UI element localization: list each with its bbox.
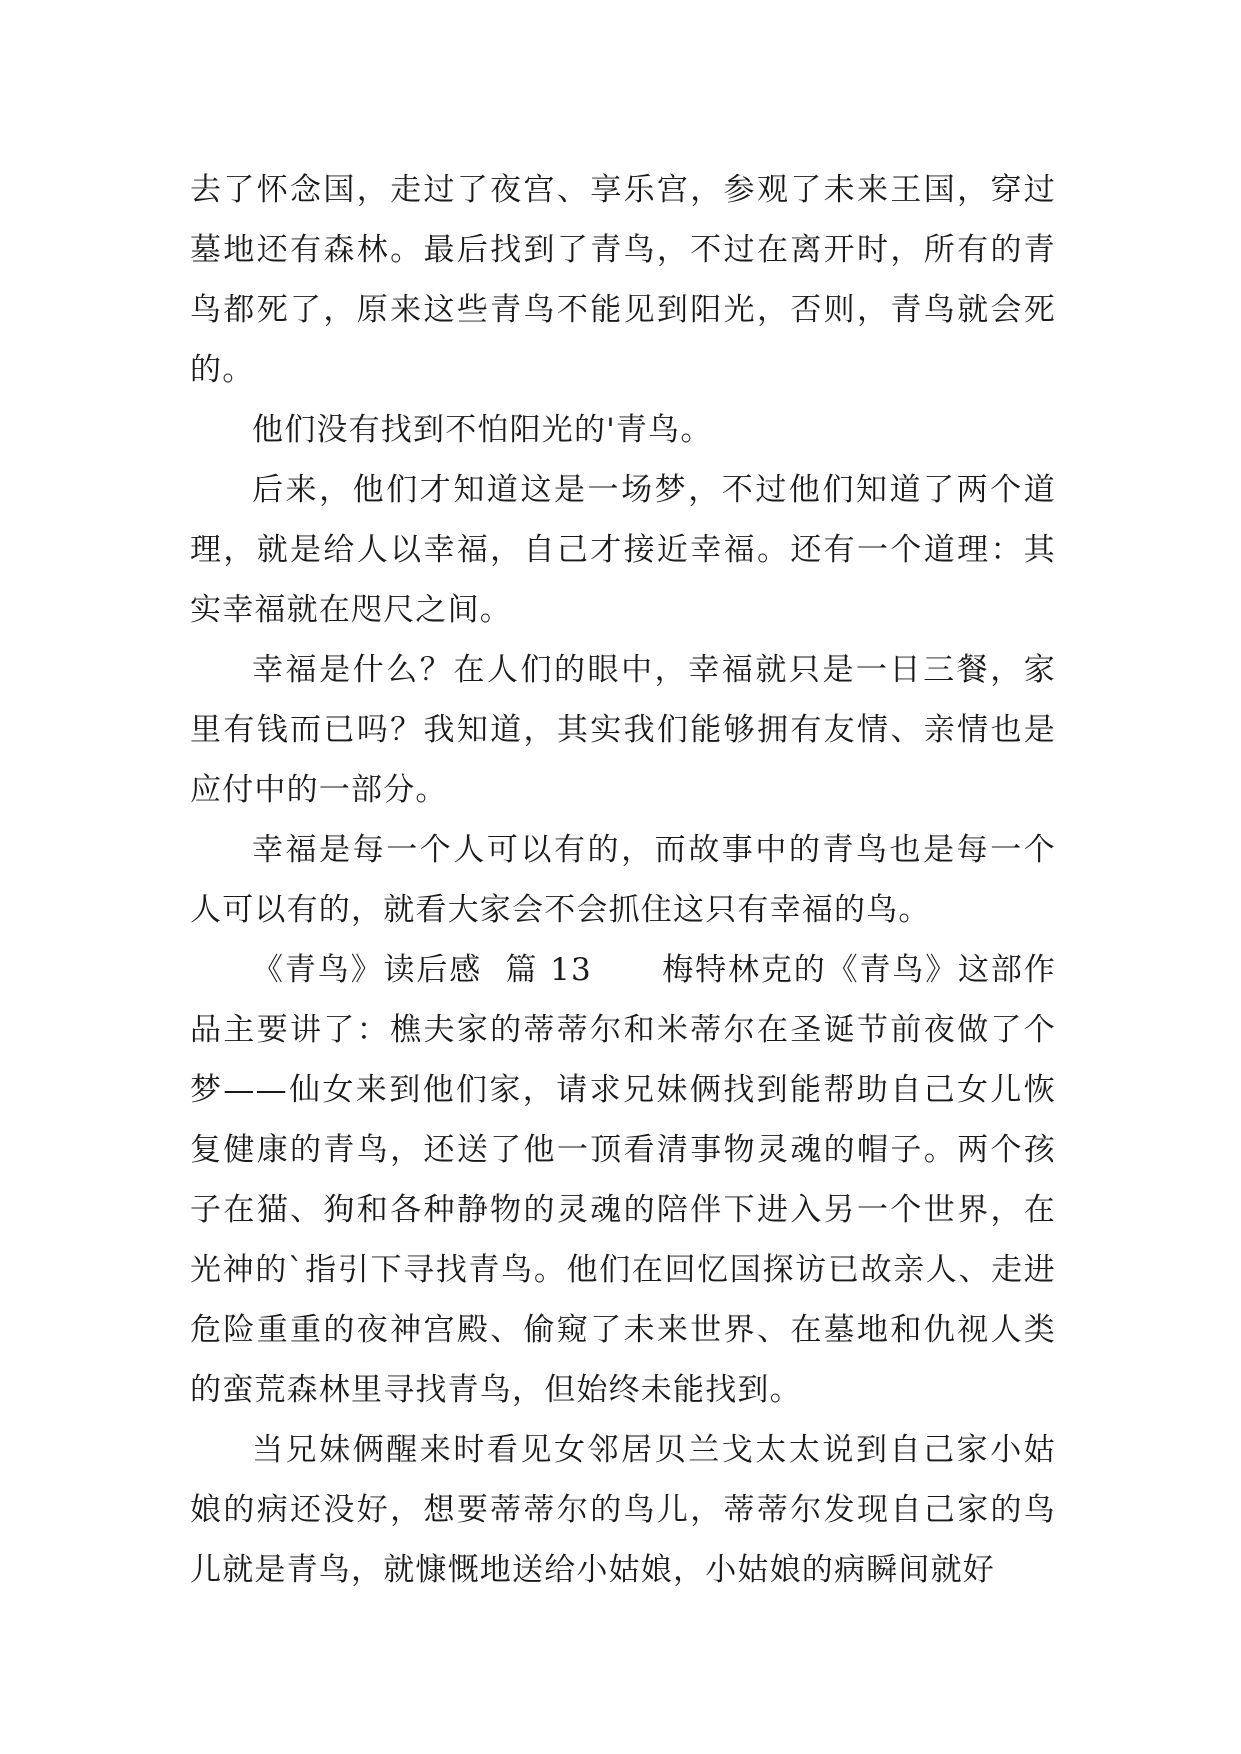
paragraph: 他们没有找到不怕阳光的'青鸟。 xyxy=(252,412,713,448)
paragraph: 幸福是每一个人可以有的，而故事中的青鸟也是每一个人可以有的，就看大家会不会抓住这只有幸福的鸟。 xyxy=(190,832,1056,928)
paragraph: 《青鸟》读后感 篇 13 梅特林克的《青鸟》这部作品主要讲了：樵夫家的蒂蒂尔和米蒂尔在圣诞节前夜做了个梦——仙女来到他们家，请求兄妹俩找到能帮助自己女儿恢复健康的青鸟，还送了他一顶看清事物灵魂的帽子。两个孩子在猫、狗和各种静物的灵魂的陪伴下进入另一个世界，在光神的`指引下寻找青鸟。他们在回忆国探访已故亲人、走进危险重重的夜神宫殿、偷窥了未来世界、在墓地和仇视人类的蛮荒森林里寻找青鸟，但始终未能找到。 xyxy=(190,952,1056,1408)
paragraph: 后来，他们才知道这是一场梦，不过他们知道了两个道理，就是给人以幸福，自己才接近幸福。还有一个道理：其实幸福就在咫尺之间。 xyxy=(190,472,1056,628)
paragraph: 去了怀念国，走过了夜宫、享乐宫，参观了未来王国，穿过墓地还有森林。最后找到了青鸟，不过在离开时，所有的青鸟都死了，原来这些青鸟不能见到阳光，否则，青鸟就会死的。 xyxy=(190,172,1056,388)
paragraph: 当兄妹俩醒来时看见女邻居贝兰戈太太说到自己家小姑娘的病还没好，想要蒂蒂尔的鸟儿，蒂蒂尔发现自己家的鸟儿就是青鸟，就慷慨地送给小姑娘，小姑娘的病瞬间就好 xyxy=(190,1432,1056,1588)
document-body xyxy=(190,160,1056,1600)
paragraph: 幸福是什么？在人们的眼中，幸福就只是一日三餐，家里有钱而已吗？我知道，其实我们能够拥有友情、亲情也是应付中的一部分。 xyxy=(190,652,1056,808)
